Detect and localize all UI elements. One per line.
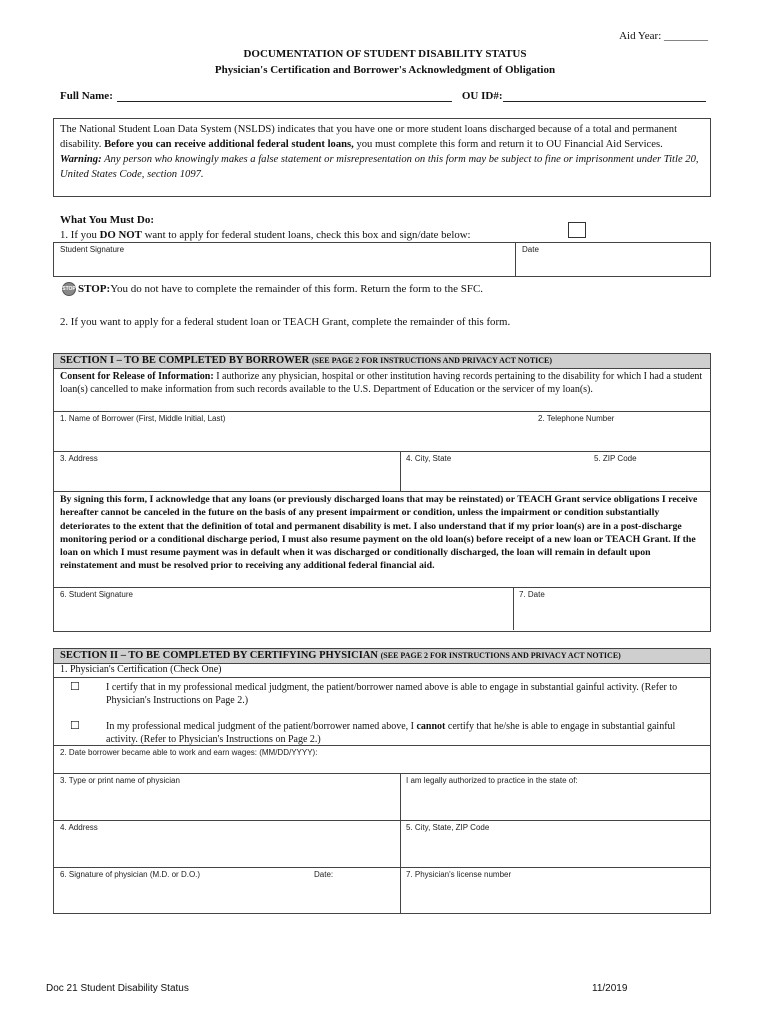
warning-label: Warning: [60, 154, 102, 165]
footer-date: 11/2019 [592, 983, 628, 994]
consent-text: I authorize any physician, hospital or other institution having records pertaining to the disability for which I had a student loan(s) cancelled to make information from such records available to the U.S. Department of Education or the servicer of my loan(s). [60, 371, 703, 395]
notice-bold-text: Before you can receive additional federal student loans, [104, 139, 354, 150]
city-state-label: 4. City, State [406, 454, 452, 463]
instruction-item-1 [60, 229, 471, 241]
address-row[interactable] [54, 452, 710, 492]
notice-text-2: you must complete this form and return it to OU Financial Aid Services. [353, 139, 663, 150]
ou-id-field[interactable] [503, 90, 706, 102]
section-2-title: SECTION II – TO BE COMPLETED BY CERTIFYING PHYSICIAN [60, 650, 378, 661]
physician-certification-row [54, 664, 710, 746]
nslds-notice-box [53, 118, 711, 197]
signature-date-divider [513, 588, 514, 630]
stop-notice [62, 282, 483, 296]
section-1-title: SECTION I – TO BE COMPLETED BY BORROWER [60, 355, 310, 366]
what-you-must-do-heading: What You Must Do: [60, 214, 155, 226]
physician-name-divider [400, 774, 401, 820]
stop-text: You do not have to complete the remainder of this form. Return the form to the SFC. [110, 283, 484, 295]
physician-address-label: 4. Address [60, 823, 98, 832]
item1-suffix: want to apply for federal student loans, check this box and sign/date below: [141, 229, 471, 241]
signature-date-label: 7. Date [519, 590, 545, 599]
section-2-heading [54, 649, 710, 664]
borrower-name-label: 1. Name of Borrower (First, Middle Initial, Last) [60, 414, 226, 423]
full-name-row [60, 90, 710, 102]
acknowledgment-text: By signing this form, I acknowledge that any loans (or previously discharged loans that may be reinstated) or TEACH Grant service obligations I receive hereafter cannot be canceled in the future on the basis of any present impairment or condition, unless the impairment or condition substantially deteriorates to the extent that the definition of total and permanent disability is met. I also understand that if my prior loan(s) are in a post-discharge monitoring period or a conditional discharge period, I must also resume payment on the old loan(s) before receipt of a new loan or TEACH Grant. If the loan on which I must resume payment was in default when it was discharged or conditionally discharged, the loan will remain in default upon reinstatement and must be resolved prior to receiving any additional federal financial aid. [54, 492, 710, 588]
do-not-apply-checkbox[interactable] [568, 222, 586, 238]
address-label: 3. Address [60, 454, 98, 463]
physician-signature-divider [400, 868, 401, 913]
physician-signature-row[interactable] [54, 868, 710, 913]
section-2-physician [53, 648, 711, 914]
telephone-label: 2. Telephone Number [538, 414, 615, 423]
option-2-prefix: In my professional medical judgment of the patient/borrower named above, I [106, 721, 417, 732]
stop-sign-icon: STOP [62, 282, 76, 296]
date-label: Date [522, 245, 539, 254]
section-1-heading [54, 354, 710, 369]
student-signature-box [53, 242, 711, 277]
zip-label: 5. ZIP Code [594, 454, 637, 463]
option-2-suffix: certify that he/she is able to engage in substantial gainful activity. (Refer to Physician's Instructions on Page 2.) [106, 721, 676, 745]
option-2-text [68, 720, 688, 746]
section-1-note: (SEE PAGE 2 FOR INSTRUCTIONS AND PRIVACY ACT NOTICE) [311, 356, 553, 365]
section-2-note: (SEE PAGE 2 FOR INSTRUCTIONS AND PRIVACY ACT NOTICE) [380, 651, 621, 660]
student-signature-row[interactable] [54, 588, 710, 630]
consent-row [54, 369, 710, 412]
option-1-checkbox-icon[interactable]: ☐ [70, 681, 80, 693]
footer-document-name: Doc 21 Student Disability Status [46, 983, 189, 994]
full-name-label: Full Name: [60, 90, 113, 102]
consent-label: Consent for Release of Information: [60, 371, 214, 382]
physician-name-label: 3. Type or print name of physician [60, 776, 180, 785]
physician-name-row[interactable] [54, 774, 710, 821]
option-2-checkbox-icon[interactable]: ☐ [70, 720, 80, 732]
page-title: DOCUMENTATION OF STUDENT DISABILITY STATUS [243, 48, 527, 60]
stop-label: STOP: [78, 283, 111, 295]
option-2-bold: cannot [416, 721, 446, 732]
physician-signature-label: 6. Signature of physician (M.D. or D.O.) [60, 870, 201, 879]
practice-state-label: I am legally authorized to practice in the state of: [406, 776, 578, 785]
student-date-field[interactable] [516, 243, 710, 276]
physician-date-label: Date: [314, 870, 334, 879]
work-date-label: 2. Date borrower became able to work and earn wages: (MM/DD/YYYY): [60, 748, 318, 757]
borrower-name-row[interactable] [54, 412, 710, 452]
address-divider [400, 452, 401, 491]
item1-prefix: 1. If you [60, 229, 100, 241]
notice-text: The National Student Loan Data System (NSLDS) indicates that you have one or more student loans discharged because of a total and permanent disability. [60, 124, 678, 150]
physician-city-label: 5. City, State, ZIP Code [406, 823, 490, 832]
certify-cannot-option[interactable] [68, 720, 688, 746]
physician-address-divider [400, 821, 401, 867]
certify-able-option[interactable] [68, 681, 688, 707]
student-signature-field[interactable] [54, 243, 514, 276]
page-subtitle: Physician's Certification and Borrower's Acknowledgment of Obligation [214, 64, 556, 76]
student-signature-label: Student Signature [60, 245, 125, 254]
certification-label: 1. Physician's Certification (Check One) [60, 664, 222, 675]
instruction-item-2: 2. If you want to apply for a federal student loan or TEACH Grant, complete the remainder of this form. [60, 316, 511, 328]
aid-year-field[interactable]: Aid Year: ________ [619, 30, 708, 42]
warning-text: Any person who knowingly makes a false statement or misrepresentation on this form may be subject to fine or imprisonment under Title 20, United States Code, section 1097. [60, 154, 699, 180]
ou-id-label: OU ID#: [461, 90, 503, 102]
certification-divider [54, 677, 710, 678]
student-signature-label-2: 6. Student Signature [60, 590, 133, 599]
work-date-row[interactable] [54, 746, 710, 774]
section-1-borrower [53, 353, 711, 632]
item1-bold: DO NOT [99, 229, 142, 241]
option-1-text: I certify that in my professional medical judgment, the patient/borrower named above is able to engage in substantial gainful activity. (Refer to Physician's Instructions on Page 2.) [106, 682, 678, 706]
license-number-label: 7. Physician's license number [406, 870, 512, 879]
physician-address-row[interactable] [54, 821, 710, 868]
full-name-field[interactable] [117, 90, 452, 102]
